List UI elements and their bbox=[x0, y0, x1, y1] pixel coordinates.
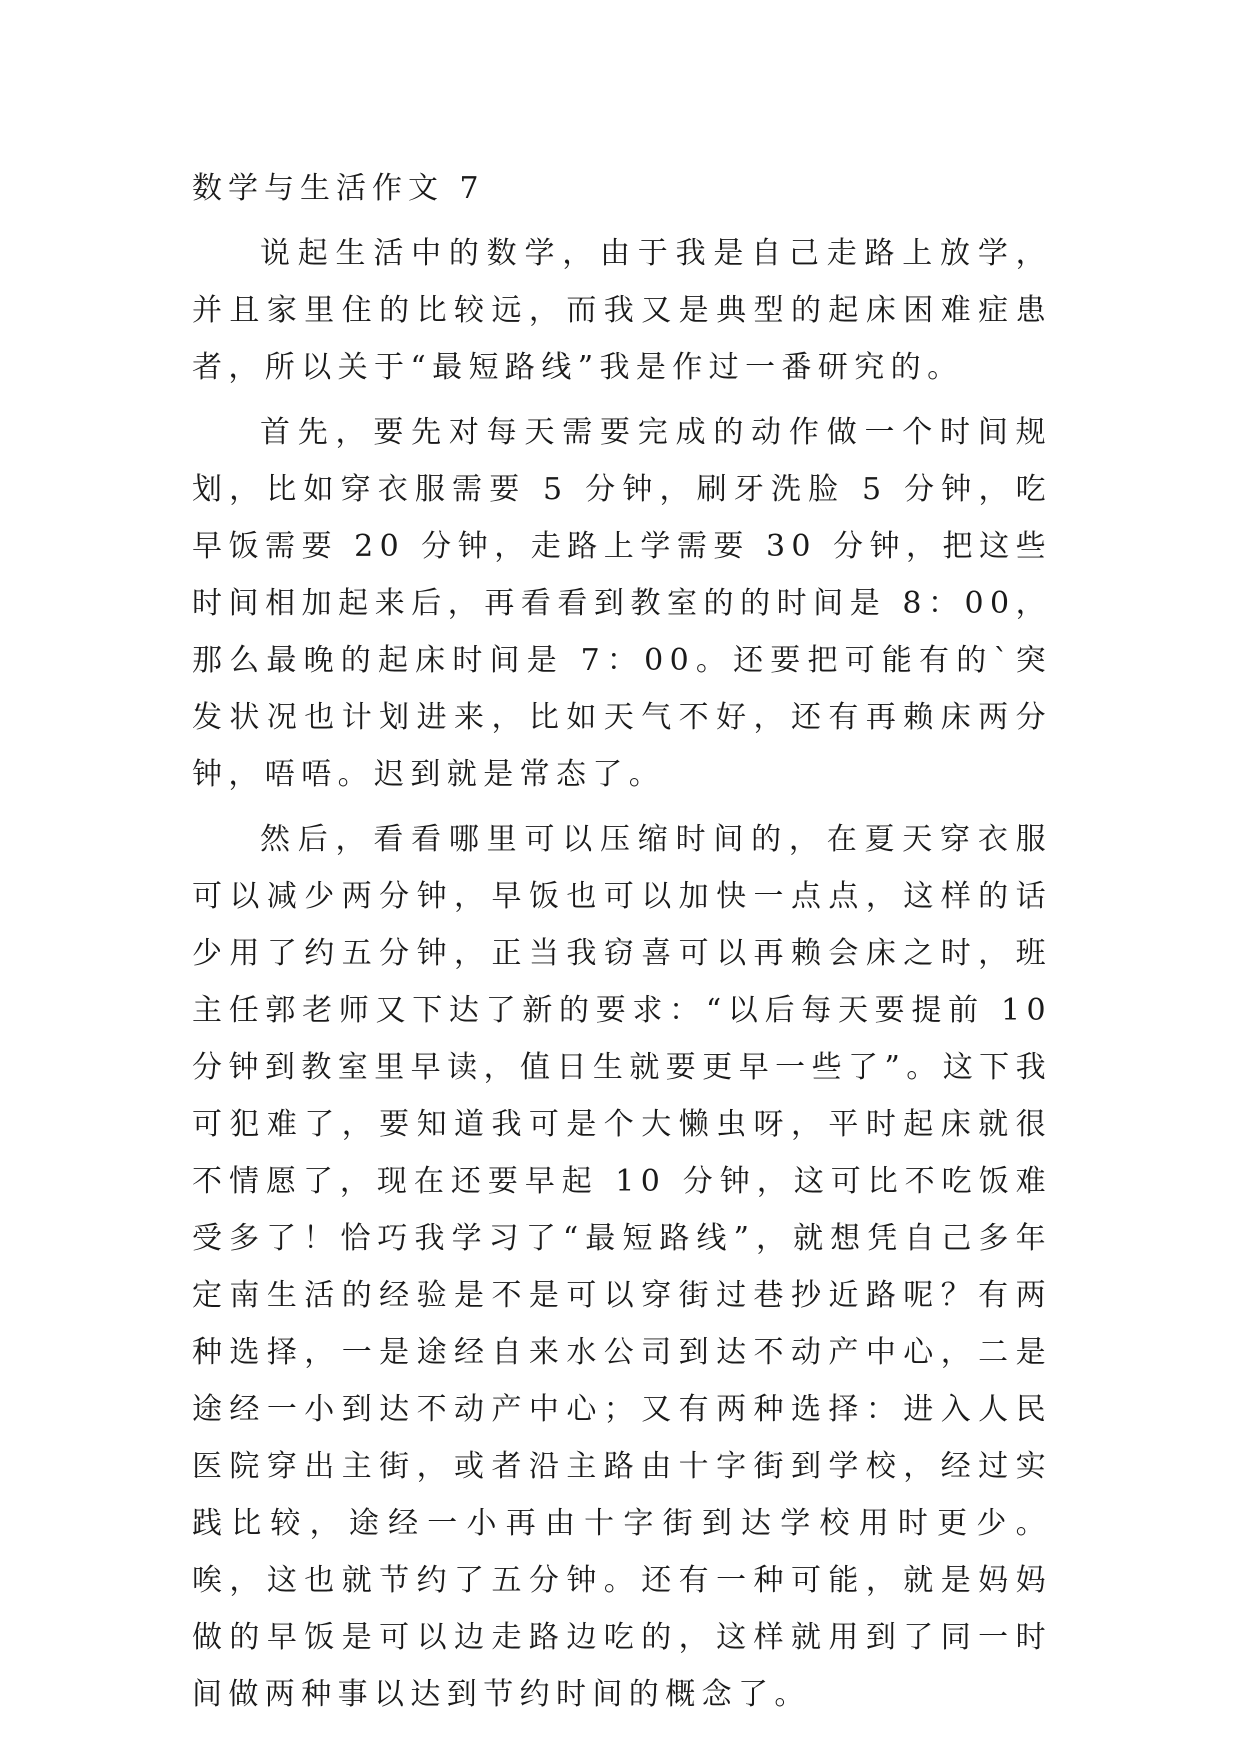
paragraph-1: 说起生活中的数学，由于我是自己走路上放学，并且家里住的比较远，而我又是典型的起床困难症患者，所以关于“最短路线”我是作过一番研究的。 bbox=[192, 236, 1052, 385]
paragraph-2: 首先，要先对每天需要完成的动作做一个时间规划，比如穿衣服需要 5 分钟，刷牙洗脸 5 分钟，吃早饭需要 20 分钟，走路上学需要 30 分钟，把这些时间相加起来后，再看看到教室的的时间是 8：00，那么最晚的起床时间是 7：00。还要把可能有的`突发状况也计划进来，比如天气不好，还有再赖床两分钟，唔唔。迟到就是常态了。 bbox=[192, 415, 1052, 792]
document-title: 数学与生活作文 7 bbox=[192, 171, 485, 206]
document-body bbox=[192, 160, 1052, 1723]
paragraph-3: 然后，看看哪里可以压缩时间的，在夏天穿衣服可以减少两分钟，早饭也可以加快一点点，这样的话少用了约五分钟，正当我窃喜可以再赖会床之时，班主任郭老师又下达了新的要求：“以后每天要提前 10 分钟到教室里早读，值日生就要更早一些了”。这下我可犯难了，要知道我可是个大懒虫呀，平时起床就很不情愿了，现在还要早起 10 分钟，这可比不吃饭难受多了！恰巧我学习了“最短路线”，就想凭自己多年定南生活的经验是不是可以穿街过巷抄近路呢？有两种选择，一是途经自来水公司到达不动产中心，二是途经一小到达不动产中心；又有两种选择：进入人民医院穿出主街，或者沿主路由十字街到学校，经过实践比较，途经一小再由十字街到达学校用时更少。唉，这也就节约了五分钟。还有一种可能，就是妈妈做的早饭是可以边走路边吃的，这样就用到了同一时间做两种事以达到节约时间的概念了。 bbox=[192, 822, 1052, 1712]
